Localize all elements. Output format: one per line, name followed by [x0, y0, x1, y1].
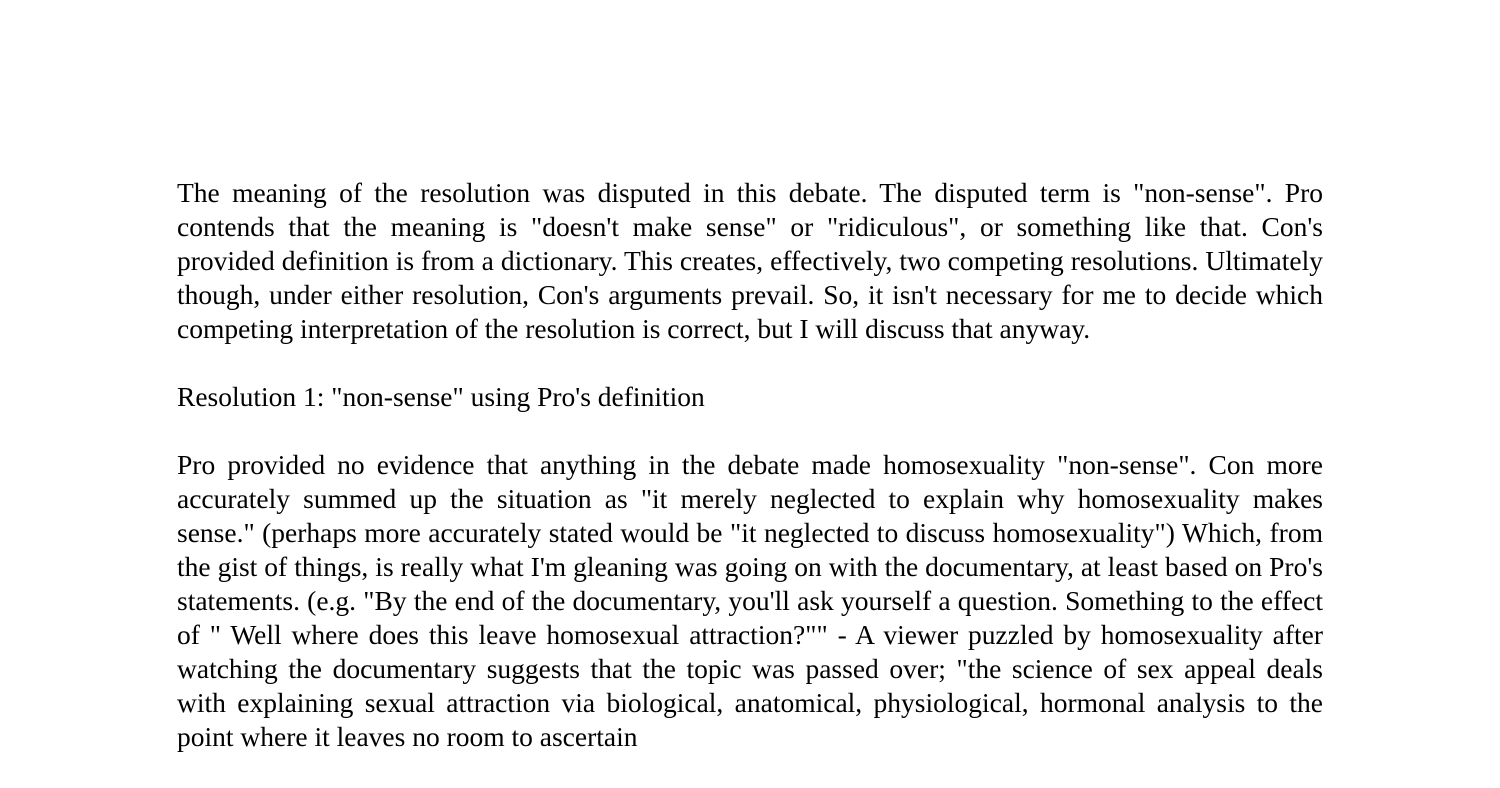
paragraph-intro: The meaning of the resolution was disputed in this debate. The disputed term is "non-sense". Pro contends that the meaning is "doesn't make sense" or "ridiculous", or something like that. Con's provided definition is from a dictionary. This creates, effectively, two competing resolutions. Ultimately though, under either resolution, Con's arguments prevail. So, it isn't necessary for me to decide which competing interpretation of the resolution is correct, but I will discuss that anyway.	[177, 177, 1323, 344]
document-page	[177, 176, 1323, 788]
section-heading-resolution-1: Resolution 1: "non-sense" using Pro's definition	[177, 381, 705, 412]
paragraph-resolution-1: Pro provided no evidence that anything in the debate made homosexuality "non-sense". Con more accurately summed up the situation as "it merely neglected to explain why homosexuality makes sense." (perhaps more accurately stated would be "it neglected to discuss homosexuality") Which, from the gist of things, is really what I'm gleaning was going on with the documentary, at least based on Pro's statements. (e.g. "By the end of the documentary, you'll ask yourself a question. Something to the effect of " Well where does this leave homosexual attraction?"" - A viewer puzzled by homosexuality after watching the documentary suggests that the topic was passed over; "the science of sex appeal deals with explaining sexual attraction via biological, anatomical, physiological, hormonal analysis to the point where it leaves no room to ascertain	[177, 449, 1323, 752]
